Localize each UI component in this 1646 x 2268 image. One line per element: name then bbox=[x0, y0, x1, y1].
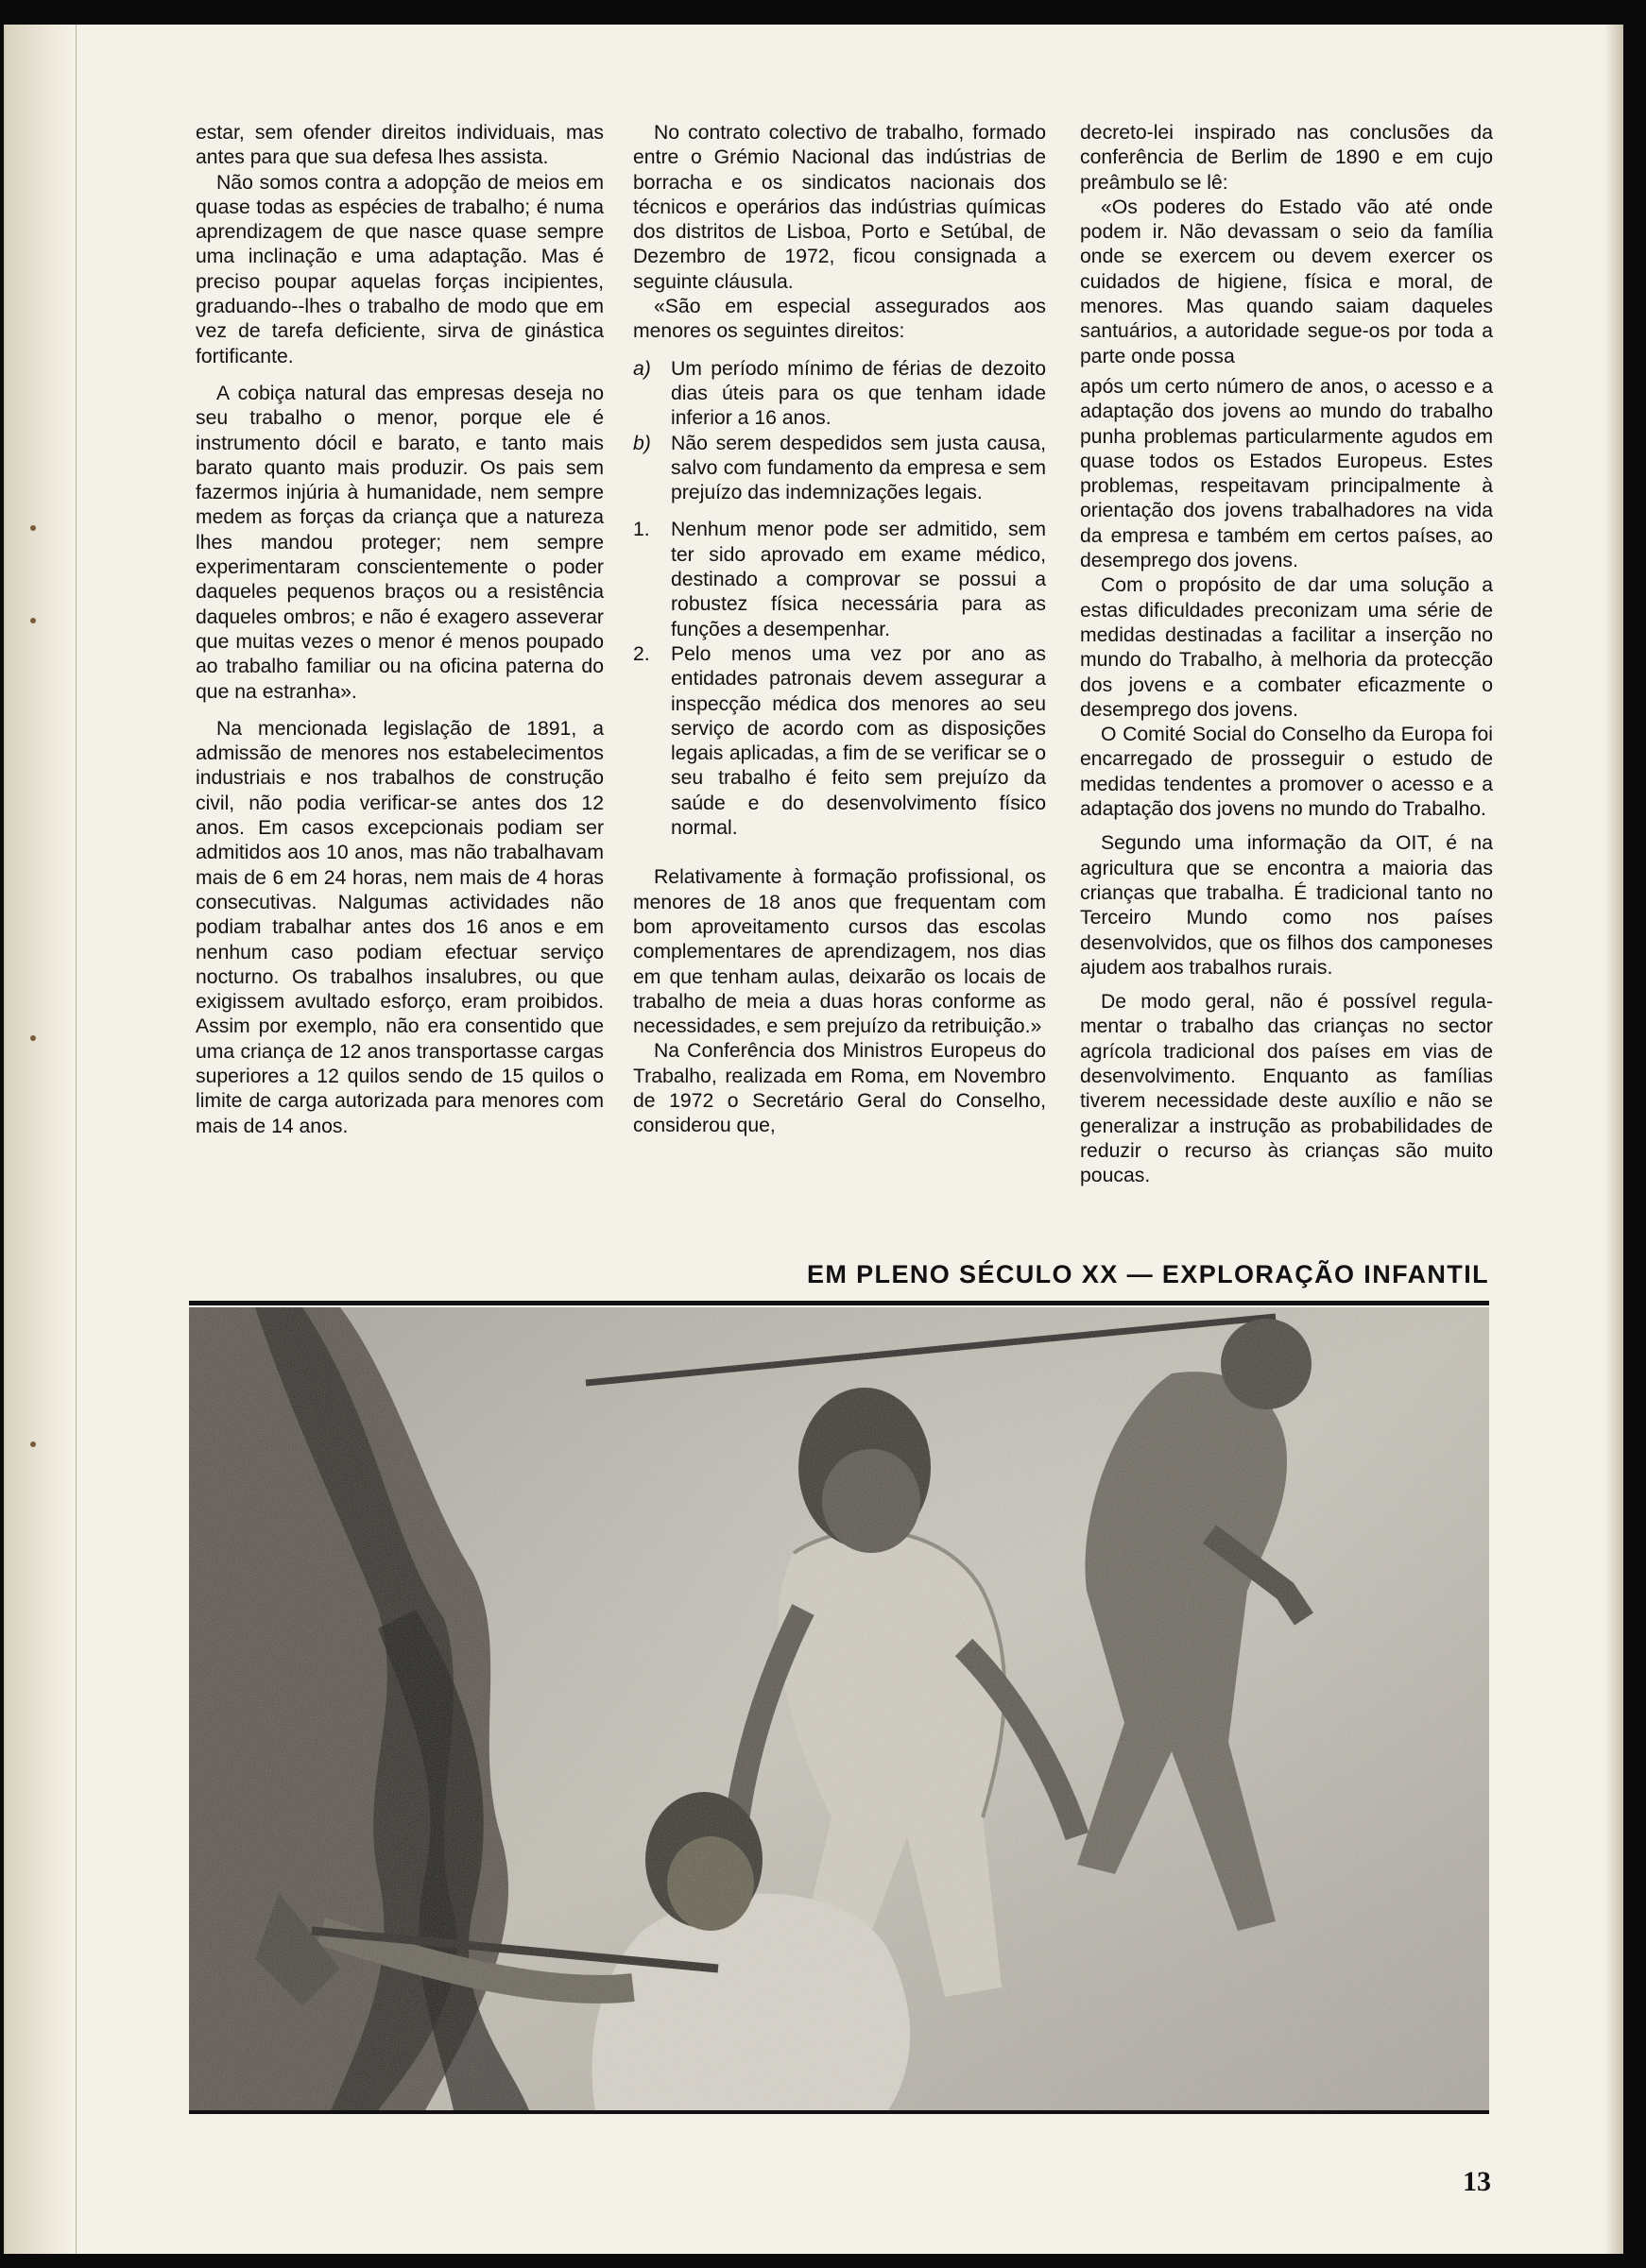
list-marker: b) bbox=[633, 432, 651, 454]
paragraph: No contrato colectivo de trabalho, formado entre o Grémio Nacional das indústrias de borracha e os sindicatos nacionais dos técnicos e operários das indústrias químicas dos distritos de Lisboa, Porto e Setúbal, de Dezembro de 1972, ficou consignada a seguinte cláusula. bbox=[633, 122, 1046, 293]
photo-children-working bbox=[189, 1307, 1489, 2110]
list-item bbox=[633, 518, 1046, 641]
paragraph: decreto-lei inspirado nas conclusões da conferência de Berlim de 1890 e em cujo preâmbulo se lê: bbox=[1080, 122, 1493, 194]
paragraph: A cobiça natural das empresas deseja no seu trabalho o menor, porque ele é instrumento dócil e barato, e tanto mais barato quanto mais produzir. Os pais sem fazermos injúria à humanidade, nem sempre medem as forças da criança que a natureza lhes mandou proteger; nem sempre experimentaram conscientemente o poder daqueles pequenos braços ou a resistência daqueles ombros; e não é exagero asseverar que muitas vezes o menor é menos poupado ao trabalho familiar ou na oficina paterna do que na estranha». bbox=[196, 382, 604, 703]
text-column-3 bbox=[1080, 121, 1493, 1188]
list-item-text: Pelo menos uma vez por ano as entidades patronais devem assegurar a inspecção médica dos menores ao seu serviço de acordo com as disposições legais aplicadas, a fim de se verificar se o seu trabalho é feito sem prejuízo da saúde e do desenvolvimento físico normal. bbox=[671, 642, 1046, 840]
paragraph: após um certo número de anos, o acesso e a adaptação dos jovens ao mundo do trabalho punha problemas particularmente agudos em quase todos os Estados Europeus. Estes problemas, respeitavam principalmente à orientação dos jovens trabalhadores na vida da empresa e também em certos países, ao desemprego dos jovens. bbox=[1080, 375, 1493, 572]
paragraph: Segundo uma informação da OIT, é na agricultura que se encontra a maioria das crianças que trabalha. É tradicional tanto no Terceiro Mundo como nos países desenvolvidos, que os filhos dos camponeses ajudem aos trabalhos rurais. bbox=[1080, 832, 1493, 979]
paragraph: Com o propósito de dar uma solução a estas dificuldades preconizam uma série de medidas destinadas a facilitar a inserção no mundo do Trabalho, à melhoria da protecção dos jovens e a combater eficazmente o desemprego dos jovens. bbox=[1080, 574, 1493, 721]
list-marker: 2. bbox=[633, 642, 650, 665]
paragraph: De modo geral, não é possível regulamentar o trabalho das crianças no sector agrícola tradicional dos países em vias de desenvolvimento. Enquanto as famílias tiverem necessidade deste auxílio e não se generalizar a instrução as probabilidades de reduzir o recurso às crianças são muito poucas. bbox=[1080, 991, 1493, 1187]
photo-headline: EM PLENO SÉCULO XX — EXPLORAÇÃO INFANTIL bbox=[806, 1260, 1489, 1288]
binding-hole bbox=[30, 618, 36, 623]
paragraph: estar, sem ofender direitos individuais, mas antes para que sua defesa lhes assista. bbox=[196, 122, 604, 169]
binding-spine bbox=[6, 25, 77, 2254]
photo-bottom-rule bbox=[189, 2110, 1489, 2114]
list-item-text: Um período mínimo de férias de dezoito dias úteis para os que tenham idade inferior a 16 anos. bbox=[671, 357, 1046, 430]
paragraph: Não somos contra a adopção de meios em quase todas as espécies de trabalho; é numa aprendizagem de que nasce quase sempre uma inclinação e uma adaptação. Mas é preciso poupar aquelas forças incipientes, graduando--lhes o trabalho de modo que em vez de tarefa deficiente, sirva de ginástica fortificante. bbox=[196, 171, 604, 367]
list-item bbox=[633, 642, 1046, 841]
text-column-1 bbox=[196, 121, 604, 1139]
list-item bbox=[633, 432, 1046, 506]
list-item-text: Não serem despedidos sem justa causa, salvo com fundamento da empresa e sem prejuízo das indemnizações legais. bbox=[671, 432, 1046, 504]
paragraph: «Os poderes do Estado vão até onde podem ir. Não devassam o seio da família onde se exercem ou devem exercer os cuidados de higiene, física e moral, de menores. Mas quando saiam daqueles santuários, a autoridade segue-os por toda a parte onde possa bbox=[1080, 196, 1493, 367]
binding-hole bbox=[30, 1441, 36, 1447]
binding-hole bbox=[30, 525, 36, 531]
paragraph: Na Conferência dos Ministros Europeus do Trabalho, realizada em Roma, em Novembro de 1972 o Secretário Geral do Conselho, considerou que, bbox=[633, 1040, 1046, 1137]
page-edge-shadow bbox=[1604, 25, 1623, 2254]
binding-hole bbox=[30, 1035, 36, 1041]
paragraph: Na mencionada legislação de 1891, a admissão de menores nos estabelecimentos industriais e nos trabalhos de construção civil, não podia verificar-se antes dos 12 anos. Em casos excepcionais podiam ser admitidos aos 10 anos, mas não trabalhavam mais de 6 em 24 horas, nem mais de 4 horas consecutivas. Nalgumas actividades não podiam trabalhar antes dos 16 anos e em nenhum caso podiam efectuar serviço nocturno. Os trabalhos insalubres, ou que exigissem avultado esforço, eram proibidos. Assim por exemplo, não era consentido que uma criança de 12 anos transportasse cargas superiores a 12 quilos sendo de 15 quilos o limite de carga autorizada para menores com mais de 14 anos. bbox=[196, 717, 604, 1137]
list-item bbox=[633, 357, 1046, 432]
page-number: 13 bbox=[1463, 2166, 1491, 2197]
photo-top-rule bbox=[189, 1301, 1489, 1305]
paragraph: «São em especial assegurados aos menores os seguintes direitos: bbox=[633, 296, 1046, 343]
text-column-2 bbox=[633, 121, 1046, 1139]
list-item-text: Nenhum menor pode ser admitido, sem ter sido aprovado em exame médico, destinado a comprovar se possui a robustez física necessária para as funções a desempenhar. bbox=[671, 519, 1046, 640]
paragraph: Relativamente à formação profissional, os menores de 18 anos que frequentam com bom aproveitamento cursos das escolas complementares de aprendizagem, nos dias em que tenham aulas, deixarão os locais de trabalho de meia a duas horas conforme as necessidades, e sem prejuízo da retribuição.» bbox=[633, 866, 1046, 1038]
list-marker: a) bbox=[633, 357, 651, 380]
list-marker: 1. bbox=[633, 519, 650, 541]
paragraph: O Comité Social do Conselho da Europa foi encarregado de prosseguir o estudo de medidas tendentes a promover o acesso e a adaptação dos jovens no mundo do Trabalho. bbox=[1080, 724, 1493, 821]
